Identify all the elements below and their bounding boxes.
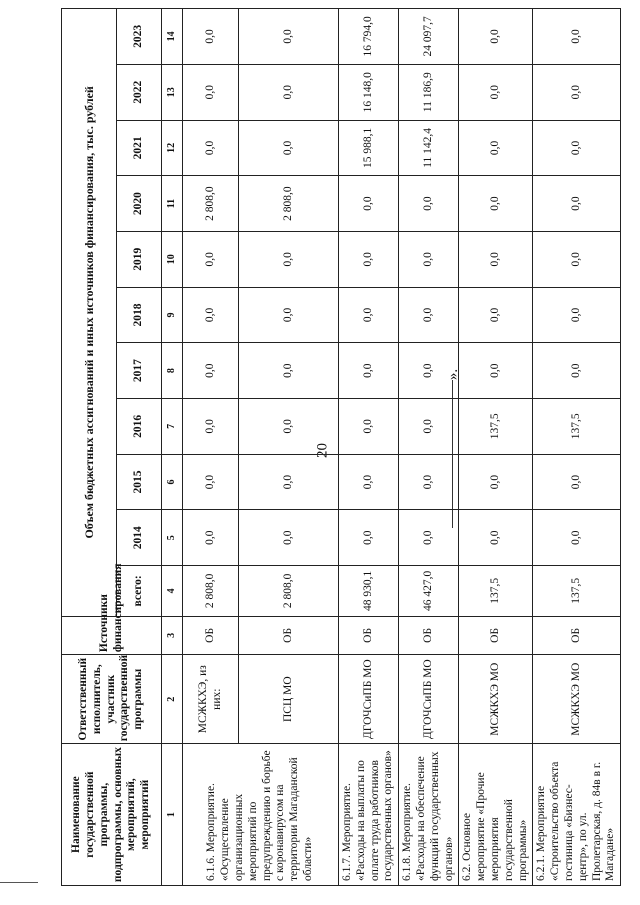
row-value: 0,0 [239, 120, 339, 176]
row-value: 0,0 [339, 176, 399, 232]
header-source: Источники финансирования [62, 616, 162, 654]
row-value: 0,0 [239, 64, 339, 120]
row-executor: ДГОЧСиПБ МО [399, 655, 459, 744]
row-total: 46 427,0 [399, 566, 459, 617]
row-value: 0,0 [339, 454, 399, 510]
row-value: 11 186,9 [399, 64, 459, 120]
row-name: 6.1.7. Мероприятие. «Расходы на выплаты по оплате труда работников государственных органов» [339, 744, 399, 886]
row-value: 0,0 [339, 287, 399, 343]
header-row-top [62, 9, 117, 886]
column-number: 7 [162, 398, 183, 454]
row-value: 0,0 [183, 454, 239, 510]
row-value: 0,0 [459, 176, 533, 232]
row-value: 0,0 [459, 510, 533, 566]
row-executor: МСЖКХЭ МО [459, 655, 533, 744]
footer-rule [0, 882, 38, 883]
row-total: 2 808,0 [183, 566, 239, 617]
row-value: 0,0 [399, 231, 459, 287]
row-value: 0,0 [533, 454, 621, 510]
column-number: 14 [162, 9, 183, 65]
column-number: 3 [162, 616, 183, 654]
column-number: 4 [162, 566, 183, 617]
row-value: 0,0 [339, 510, 399, 566]
row-name: 6.1.8. Мероприятие. «Расходы на обеспечение функций государственных органов» [399, 744, 459, 886]
row-value: 0,0 [239, 510, 339, 566]
row-executor: МСЖКХЭ, из них: [183, 655, 239, 744]
table-row [459, 9, 533, 886]
closing-quote-mark: ». [445, 368, 462, 381]
row-executor: ПСЦ МО [239, 655, 339, 744]
row-value: 0,0 [183, 287, 239, 343]
column-number: 13 [162, 64, 183, 120]
row-value: 2 808,0 [239, 176, 339, 232]
row-value: 0,0 [459, 287, 533, 343]
column-number-row [162, 9, 183, 886]
header-year: 2016 [117, 398, 162, 454]
header-year: 2022 [117, 64, 162, 120]
table-container [61, 8, 617, 886]
row-value: 0,0 [239, 454, 339, 510]
header-year: 2019 [117, 231, 162, 287]
row-value: 0,0 [239, 343, 339, 399]
column-number: 1 [162, 744, 183, 886]
row-value: 0,0 [183, 510, 239, 566]
column-number: 10 [162, 231, 183, 287]
header-year: 2017 [117, 343, 162, 399]
row-value: 0,0 [459, 64, 533, 120]
row-value: 137,5 [533, 398, 621, 454]
row-value: 0,0 [339, 398, 399, 454]
row-value: 0,0 [459, 231, 533, 287]
row-value: 0,0 [533, 287, 621, 343]
row-value: 0,0 [183, 64, 239, 120]
row-total: 2 808,0 [239, 566, 339, 617]
row-value: 2 808,0 [183, 176, 239, 232]
row-value: 15 988,1 [339, 120, 399, 176]
row-value: 0,0 [459, 343, 533, 399]
row-value: 0,0 [239, 398, 339, 454]
table-row [533, 9, 621, 886]
column-number: 5 [162, 510, 183, 566]
row-value: 0,0 [459, 454, 533, 510]
row-source: ОБ [339, 616, 399, 654]
row-value: 0,0 [399, 343, 459, 399]
row-executor: ДГОЧСиПБ МО [339, 655, 399, 744]
header-total: всего: [117, 566, 162, 617]
row-name: 6.2. Основное мероприятие «Прочие мероприятия государственной программы» [459, 744, 533, 886]
table-row [183, 9, 239, 886]
row-value: 0,0 [399, 510, 459, 566]
table-row [339, 9, 399, 886]
row-value: 0,0 [399, 398, 459, 454]
column-number: 2 [162, 655, 183, 744]
row-value: 11 142,4 [399, 120, 459, 176]
column-number: 11 [162, 176, 183, 232]
row-executor: МСЖКХЭ МО [533, 655, 621, 744]
row-value: 0,0 [239, 287, 339, 343]
row-value: 0,0 [459, 9, 533, 65]
header-year: 2020 [117, 176, 162, 232]
row-value: 0,0 [339, 343, 399, 399]
header-executor: Ответственный исполнитель, участник государственной программы [62, 655, 162, 744]
header-year: 2023 [117, 9, 162, 65]
row-total: 137,5 [459, 566, 533, 617]
row-value: 137,5 [459, 398, 533, 454]
row-value: 0,0 [239, 9, 339, 65]
row-value: 0,0 [533, 120, 621, 176]
header-year: 2014 [117, 510, 162, 566]
header-year: 2015 [117, 454, 162, 510]
row-value: 0,0 [183, 398, 239, 454]
column-number: 8 [162, 343, 183, 399]
row-value: 0,0 [399, 454, 459, 510]
row-value: 0,0 [399, 176, 459, 232]
row-value: 0,0 [533, 9, 621, 65]
row-source: ОБ [183, 616, 239, 654]
row-value: 0,0 [183, 9, 239, 65]
row-value: 24 097,7 [399, 9, 459, 65]
header-funding-title: Объем бюджетных ассигнований и иных источников финансирования, тыс. рублей [62, 9, 117, 617]
row-value: 0,0 [533, 231, 621, 287]
row-source: ОБ [399, 616, 459, 654]
row-value: 0,0 [339, 231, 399, 287]
header-name: Наименование государственной программы, подпрограммы, основных мероприятий, мероприятий [62, 744, 162, 886]
row-name: 6.1.6. Мероприятие. «Осуществление организационных мероприятий по предупреждению и борьбе с коронавирусом на территории Магаданской области» [183, 744, 339, 886]
row-source: ОБ [533, 616, 621, 654]
row-total: 48 930,1 [339, 566, 399, 617]
row-value: 0,0 [533, 510, 621, 566]
row-value: 0,0 [533, 343, 621, 399]
column-number: 6 [162, 454, 183, 510]
financing-table [61, 8, 621, 886]
header-year: 2021 [117, 120, 162, 176]
row-name: 6.2.1. Мероприятие «Строительство объекта гостиница «Бизнес-центр», по ул. Пролетарская, д. 84в в г. Магадане» [533, 744, 621, 886]
row-value: 0,0 [459, 120, 533, 176]
row-value: 0,0 [183, 231, 239, 287]
row-total: 137,5 [533, 566, 621, 617]
row-value: 0,0 [533, 176, 621, 232]
row-source: ОБ [239, 616, 339, 654]
row-value: 0,0 [399, 287, 459, 343]
column-number: 9 [162, 287, 183, 343]
page-number: 20 [314, 443, 331, 458]
table-row [399, 9, 459, 886]
row-value: 0,0 [183, 343, 239, 399]
row-value: 0,0 [183, 120, 239, 176]
column-number: 12 [162, 120, 183, 176]
row-value: 16 148,0 [339, 64, 399, 120]
row-value: 16 794,0 [339, 9, 399, 65]
row-value: 0,0 [533, 64, 621, 120]
header-year: 2018 [117, 287, 162, 343]
row-source: ОБ [459, 616, 533, 654]
row-value: 0,0 [239, 231, 339, 287]
